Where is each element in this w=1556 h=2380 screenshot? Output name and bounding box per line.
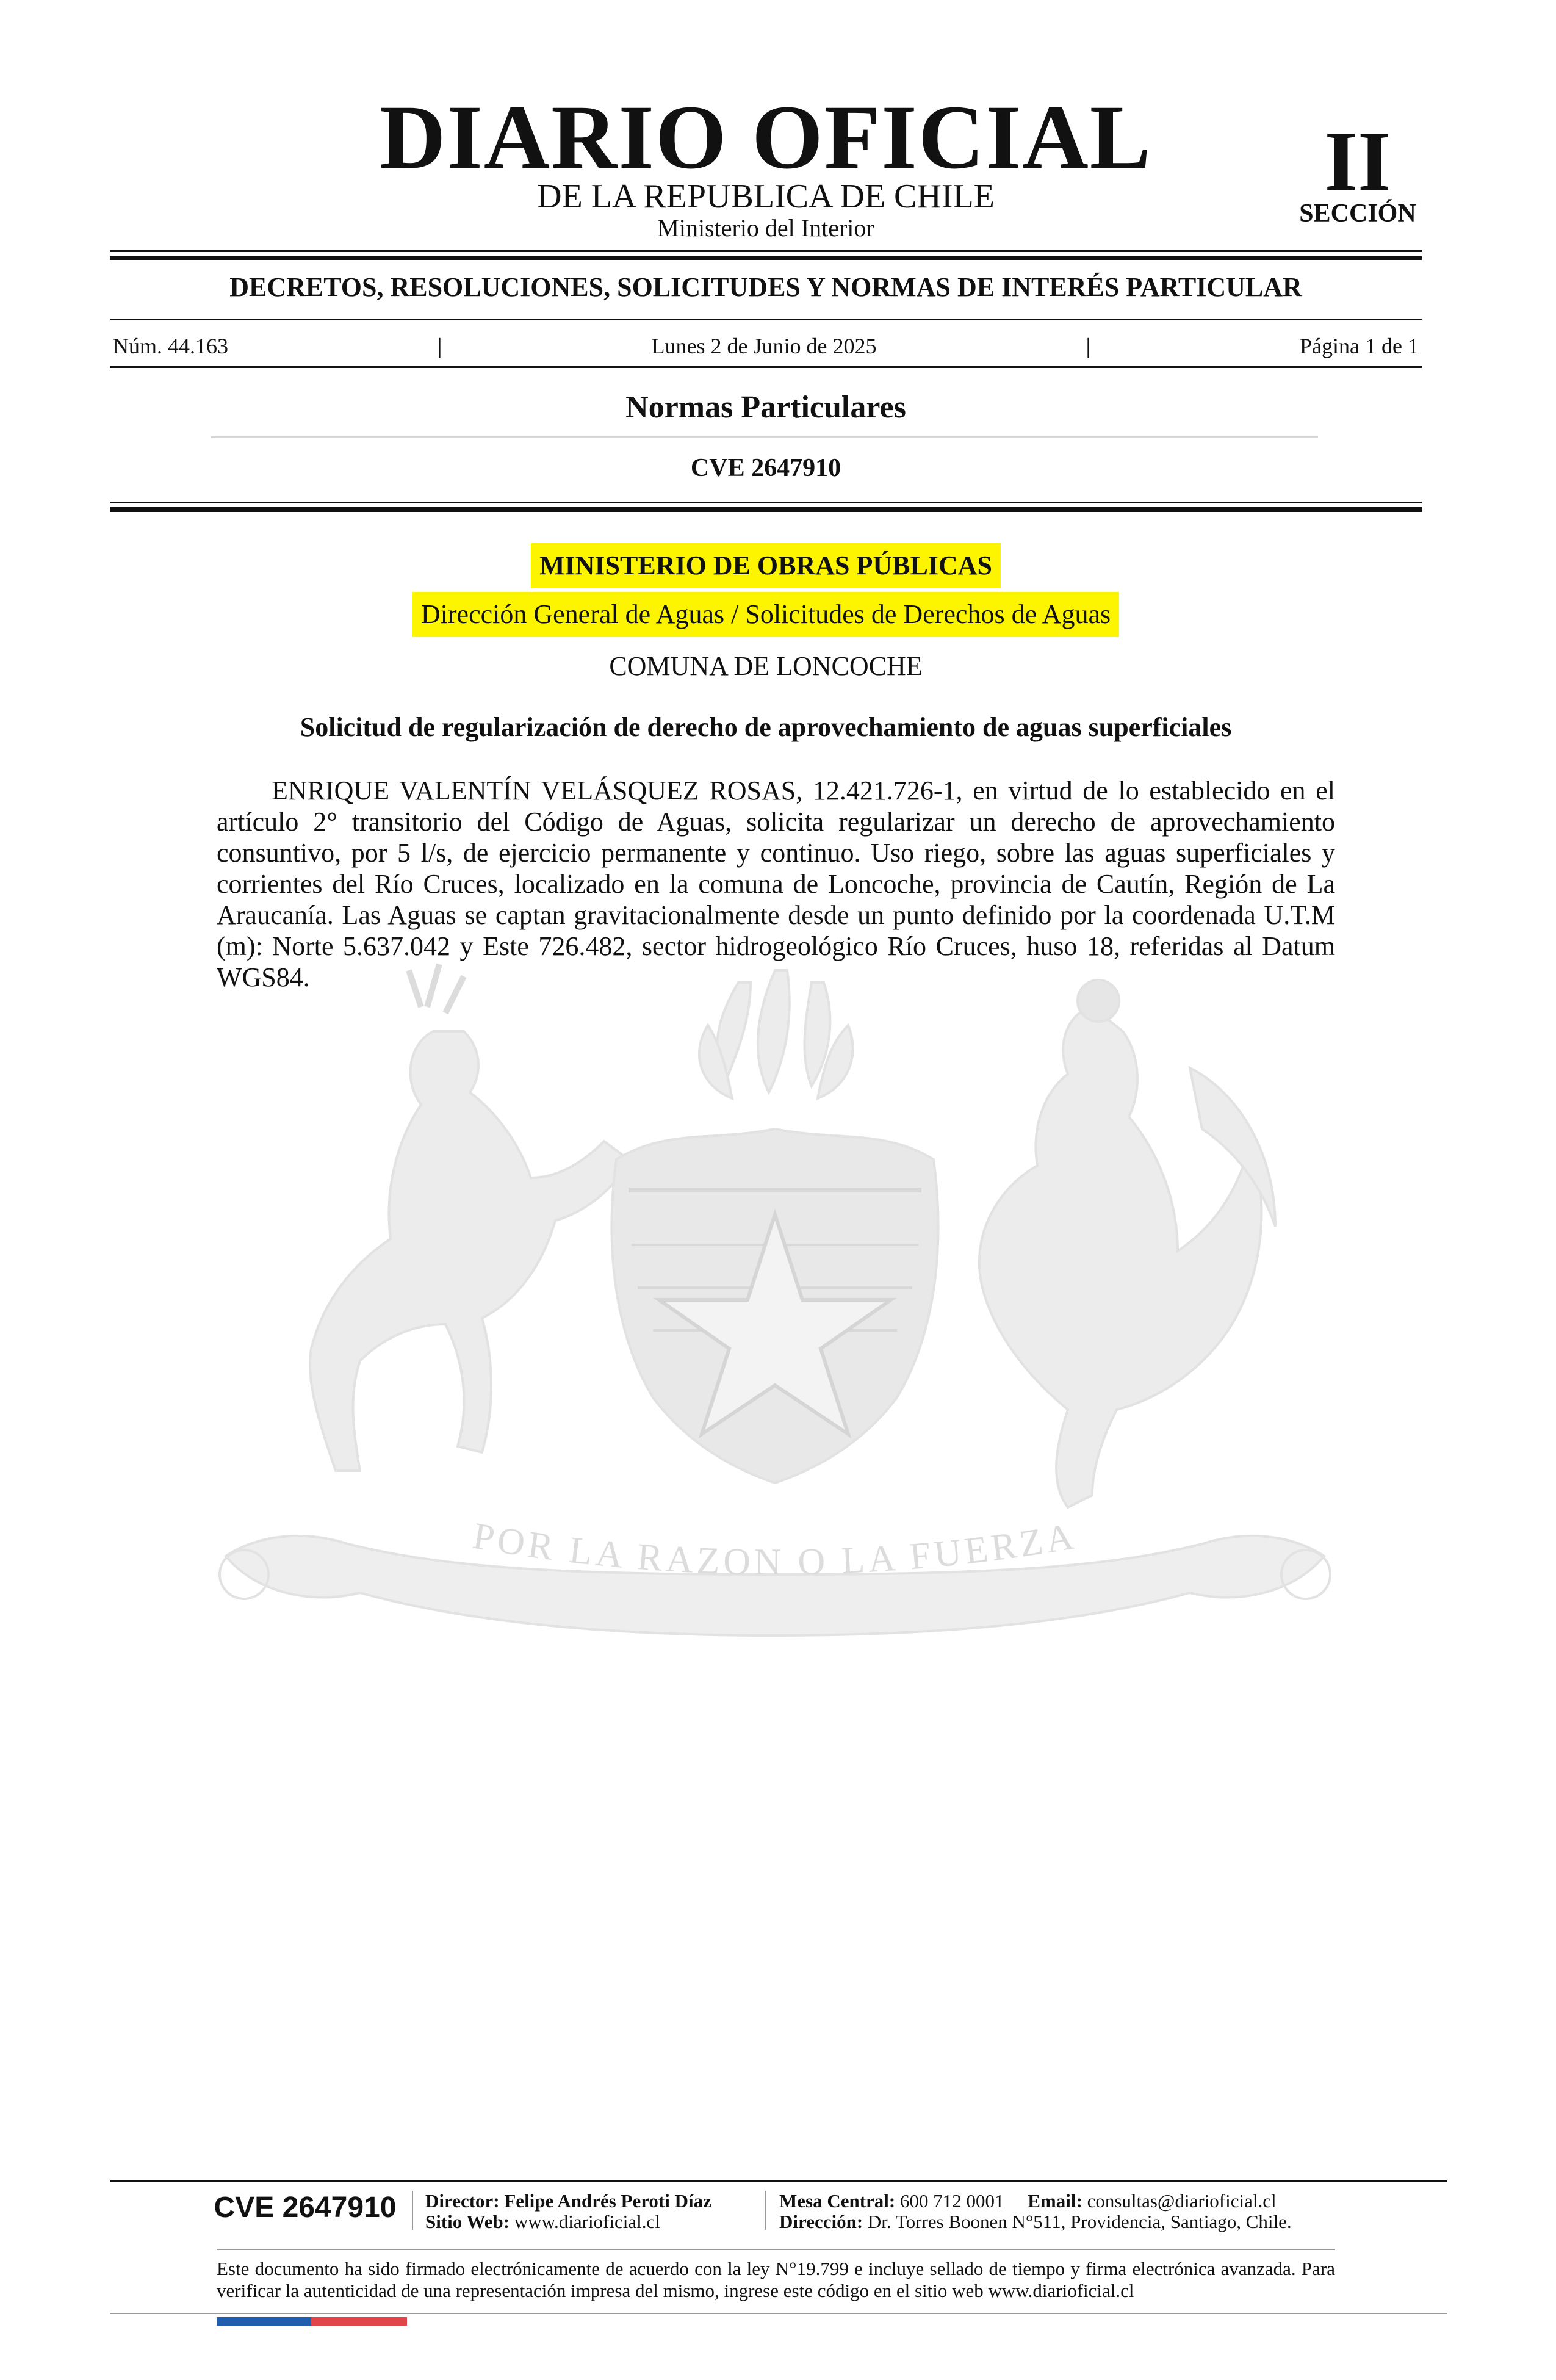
- header-rule-thin: [110, 502, 1422, 503]
- website-label: Sitio Web:: [425, 2211, 510, 2232]
- footer-separator: [412, 2191, 413, 2230]
- subject-rule: [110, 319, 1422, 320]
- phone-number: 600 712 0001: [900, 2190, 1004, 2212]
- motto-text: POR LA RAZON O LA FUERZA: [470, 1515, 1080, 1584]
- email-label: Email:: [1028, 2190, 1082, 2212]
- coat-of-arms-icon: [201, 958, 1349, 1678]
- flag-stripe-red: [311, 2317, 407, 2326]
- footer-cve: CVE 2647910: [214, 2191, 397, 2224]
- footer-signature-note: Este documento ha sido firmado electrónicamente de acuerdo con la ley N°19.799 e incluye sellado de tiempo y firma electrónica avanzada. Para verificar la autenticidad de una representación impresa del mismo, ingrese este código en el sitio web www.diarioficial.cl: [217, 2258, 1335, 2301]
- header-rule-thick: [110, 507, 1422, 512]
- direction-heading: [110, 592, 1422, 637]
- issue-separator: |: [438, 334, 442, 358]
- subject-title: DECRETOS, RESOLUCIONES, SOLICITUDES Y NORMAS DE INTERÉS PARTICULAR: [229, 272, 1302, 302]
- masthead-title: DIARIO OFICIAL: [380, 87, 1152, 188]
- ministry-heading: [110, 543, 1422, 588]
- cve-code: CVE 2647910: [690, 454, 841, 482]
- director-label: Director:: [425, 2190, 500, 2212]
- ministry-name: MINISTERIO DE OBRAS PÚBLICAS: [531, 543, 1001, 588]
- footer-rule-top: [110, 2180, 1447, 2182]
- footer-separator: [765, 2191, 766, 2230]
- issue-row: [113, 333, 1419, 359]
- masthead-rule-top: [110, 250, 1422, 252]
- issue-separator: |: [1086, 334, 1090, 358]
- masthead-rule-thick: [110, 256, 1422, 260]
- footer-contact-block: [779, 2191, 1292, 2232]
- section-number: II: [1324, 114, 1391, 209]
- direction-name: Dirección General de Aguas / Solicitudes de Derechos de Aguas: [412, 592, 1119, 637]
- director-name: Felipe Andrés Peroti Díaz: [504, 2190, 711, 2212]
- address-text: Dr. Torres Boonen N°511, Providencia, Santiago, Chile.: [867, 2211, 1292, 2232]
- norms-rule: [211, 436, 1318, 438]
- document-body: ENRIQUE VALENTÍN VELÁSQUEZ ROSAS, 12.421.726-1, en virtud de lo establecido en el artículo 2° transitorio del Código de Aguas, solicita regularizar un derecho de aprovechamiento consuntivo, por 5 l/s, de ejercicio permanente y continuo. Uso riego, sobre las aguas superficiales y corrientes del Río Cruces, localizado en la comuna de Loncoche, provincia de Cautín, Región de La Araucanía. Las Aguas se captan gravitacionalmente desde un punto definido por la coordenada U.T.M (m): Norte 5.637.042 y Este 726.482, sector hidrogeológico Río Cruces, huso 18, referidas al Datum WGS84.: [217, 776, 1335, 992]
- issue-number: Núm. 44.163: [113, 334, 228, 358]
- footer-rule-bottom: [110, 2313, 1447, 2314]
- norms-title: Normas Particulares: [625, 390, 906, 425]
- issue-rule: [110, 366, 1422, 368]
- flag-stripe-blue: [217, 2317, 311, 2326]
- issue-date: Lunes 2 de Junio de 2025: [651, 334, 877, 358]
- footer-rule-mid: [217, 2249, 1335, 2250]
- masthead-subtitle: DE LA REPUBLICA DE CHILE: [537, 178, 995, 215]
- document-heading: Solicitud de regularización de derecho de aprovechamiento de aguas superficiales: [300, 712, 1232, 742]
- section-label: SECCIÓN: [1299, 200, 1416, 228]
- footer-director-block: [425, 2191, 711, 2232]
- address-label: Dirección:: [779, 2211, 863, 2232]
- phone-label: Mesa Central:: [779, 2190, 896, 2212]
- email-link[interactable]: consultas@diarioficial.cl: [1087, 2190, 1277, 2212]
- issue-page: Página 1 de 1: [1300, 334, 1419, 358]
- website-link[interactable]: www.diarioficial.cl: [514, 2211, 660, 2232]
- masthead-ministry: Ministerio del Interior: [657, 214, 874, 242]
- commune-heading: COMUNA DE LONCOCHE: [609, 651, 923, 681]
